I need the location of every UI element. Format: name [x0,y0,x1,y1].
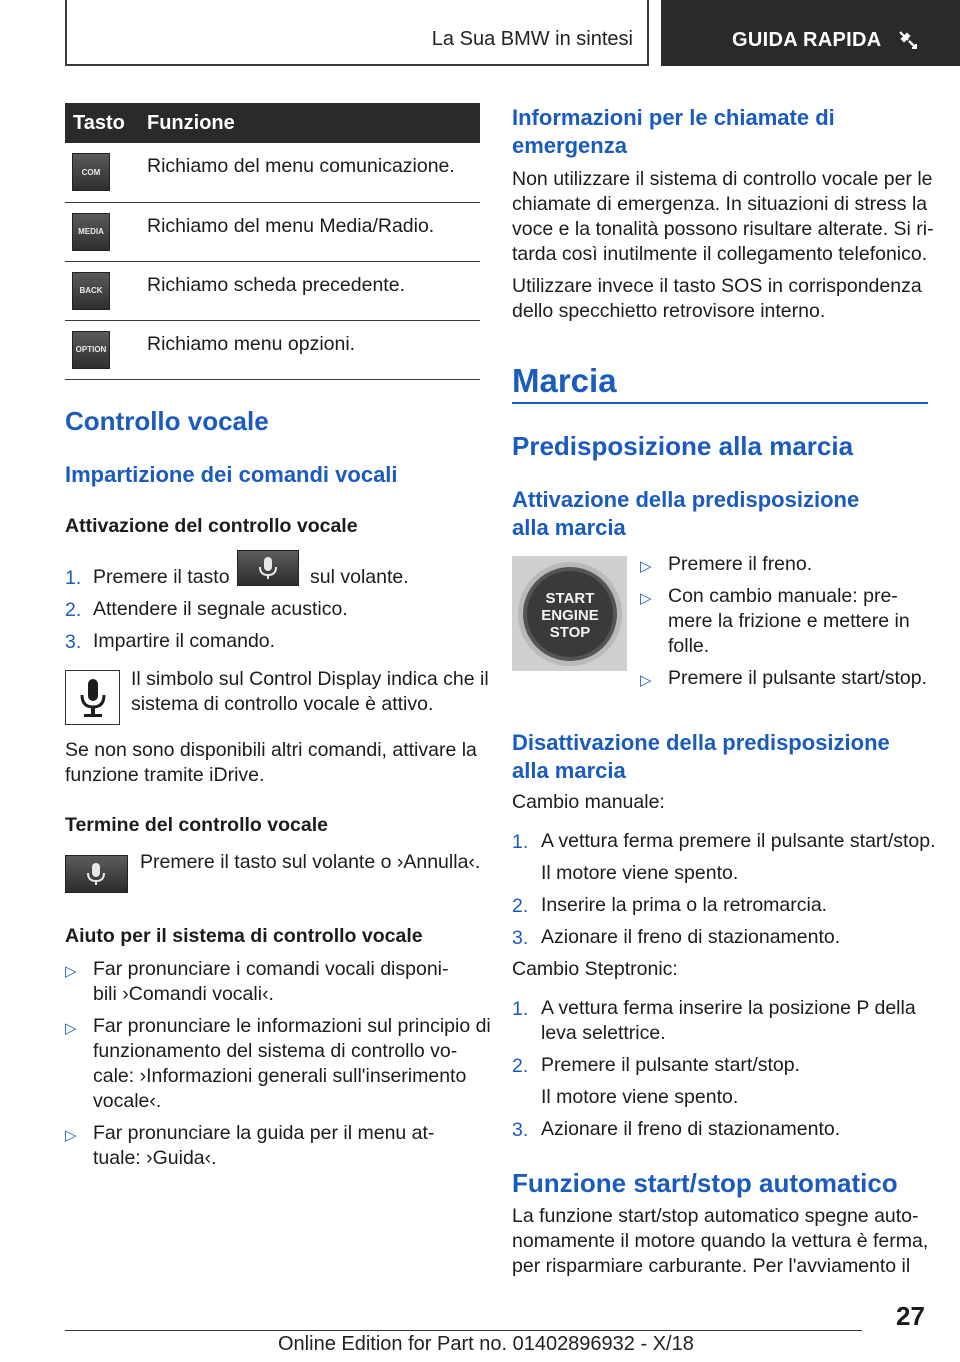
step-text: A vettura ferma premere il pulsante start/stop. [541,830,936,852]
auto-text: La funzione start/stop automatico spegne auto- [512,1205,919,1227]
emergency-text: chiamate di emergenza. In situazioni di stress la [512,193,928,215]
bullet-triangle-icon: ▷ [65,1020,77,1037]
deactivation-subheading: Disattivazione della predisposizione [512,730,890,755]
emergency-text: voce e la tonalità possono risultare alterate. Si ri- [512,218,934,240]
header-chapter-box [661,0,960,66]
start-label: START [545,590,595,607]
bullet-triangle-icon: ▷ [640,558,652,575]
emergency-text: Utilizzare invece il tasto SOS in corrispondenza [512,275,922,297]
com-key-icon: COM [72,153,110,191]
step-number: 3. [65,631,82,653]
auto-text: nomamente il motore quando la vettura è ferma, [512,1230,929,1252]
step-text: leva selettrice. [541,1022,666,1044]
step-number: 2. [512,1055,529,1077]
step-number: 1. [512,998,529,1020]
step-number: 1. [65,567,82,589]
step-text: Azionare il freno di stazionamento. [541,1118,841,1140]
deactivation-subheading: alla marcia [512,758,626,783]
step-text: Premere il tasto [93,566,230,588]
row-function: Richiamo scheda precedente. [147,261,480,320]
help-item: cale: ›Informazioni generali sull'inserimento [93,1065,467,1087]
help-item: funzionamento del sistema di controllo vo- [93,1040,458,1062]
table-row [65,202,480,261]
activation-item: Con cambio manuale: pre- [668,585,898,607]
voice-end-button-icon [65,855,128,893]
edition-text: Online Edition for Part no. 01402896932 - X/18 [278,1333,694,1355]
predisposition-heading: Predisposizione alla marcia [512,431,854,461]
bullet-triangle-icon: ▷ [640,590,652,607]
col-function: Funzione [147,103,480,143]
no-commands-text: funzione tramite iDrive. [65,764,265,786]
steptronic-label: Cambio Steptronic: [512,958,678,980]
row-function: Richiamo del menu Media/Radio. [147,202,480,261]
heading-rule [512,402,928,404]
voice-control-heading: Controllo vocale [65,406,269,436]
key-function-table [65,103,480,380]
step-number: 1. [512,831,529,853]
step-number: 2. [512,895,529,917]
voice-active-symbol-icon [65,670,120,725]
step-number: 2. [65,599,82,621]
help-heading: Aiuto per il sistema di controllo vocale [65,925,423,947]
help-item: vocale‹. [93,1090,162,1112]
step-text: Premere il pulsante start/stop. [541,1054,801,1076]
emergency-text: tarda così inutilmente il collegamento telefonico. [512,243,928,265]
help-item: Far pronunciare le informazioni sul principio di [93,1015,491,1037]
step-text: Inserire la prima o la retromarcia. [541,894,828,916]
header-chapter-title: GUIDA RAPIDA [732,29,882,51]
activation-item: folle. [668,635,710,657]
help-item: bili ›Comandi vocali‹. [93,983,274,1005]
step-number: 3. [512,1119,529,1141]
help-item: Far pronunciare la guida per il menu at- [93,1122,435,1144]
help-item: tuale: ›Guida‹. [93,1147,217,1169]
step-number: 3. [512,927,529,949]
help-item: Far pronunciare i comandi vocali disponi- [93,958,449,980]
emergency-heading: Informazioni per le chiamate di [512,105,835,130]
no-commands-text: Se non sono disponibili altri comandi, attivare la [65,739,477,761]
symbol-note: Il simbolo sul Control Display indica che il [131,668,489,690]
start-engine-stop-button-image [512,556,627,671]
end-voice-text: Premere il tasto sul volante o ›Annulla‹. [140,851,481,873]
voice-commands-subheading: Impartizione dei comandi vocali [65,462,398,487]
start-label: STOP [549,624,591,641]
bullet-triangle-icon: ▷ [640,672,652,689]
header-frame [65,0,649,66]
table-row [65,320,480,379]
auto-text: per risparmiare carburante. Per l'avviamento il [512,1255,911,1277]
table-row [65,261,480,320]
media-key-icon: MEDIA [72,213,110,251]
activation-subheading: alla marcia [512,515,626,540]
activation-item: Premere il pulsante start/stop. [668,667,928,689]
marcia-heading: Marcia [512,362,617,399]
step-text: Azionare il freno di stazionamento. [541,926,841,948]
voice-button-icon [237,550,299,586]
end-voice-heading: Termine del controllo vocale [65,814,328,836]
back-key-icon: BACK [72,272,110,310]
quick-guide-icon [897,29,919,51]
manual-label: Cambio manuale: [512,791,665,813]
step-text: A vettura ferma inserire la posizione P della [541,997,916,1019]
step-text: Impartire il comando. [93,630,276,652]
page-number: 27 [896,1301,925,1331]
step-text: sul volante. [310,566,409,588]
activation-item: mere la frizione e mettere in [668,610,910,632]
step-note: Il motore viene spento. [541,1086,739,1108]
symbol-note: sistema di controllo vocale è attivo. [131,693,434,715]
option-key-icon: OPTION [72,331,110,369]
bullet-triangle-icon: ▷ [65,1127,77,1144]
row-function: Richiamo del menu comunicazione. [147,143,480,202]
header-section-title: La Sua BMW in sintesi [431,28,633,50]
step-text: Attendere il segnale acustico. [93,598,348,620]
row-function: Richiamo menu opzioni. [147,320,480,379]
emergency-text: dello specchietto retrovisore interno. [512,300,826,322]
start-label: ENGINE [541,607,599,624]
bullet-triangle-icon: ▷ [65,963,77,980]
col-key: Tasto [65,103,147,143]
footer-rule [65,1330,862,1331]
auto-start-stop-heading: Funzione start/stop automatico [512,1168,898,1198]
activation-item: Premere il freno. [668,553,813,575]
emergency-text: Non utilizzare il sistema di controllo vocale per le [512,168,933,190]
activation-subheading: Attivazione della predisposizione [512,487,860,512]
step-note: Il motore viene spento. [541,862,739,884]
activation-heading: Attivazione del controllo vocale [65,515,358,537]
emergency-heading: emergenza [512,133,627,158]
table-row [65,143,480,202]
